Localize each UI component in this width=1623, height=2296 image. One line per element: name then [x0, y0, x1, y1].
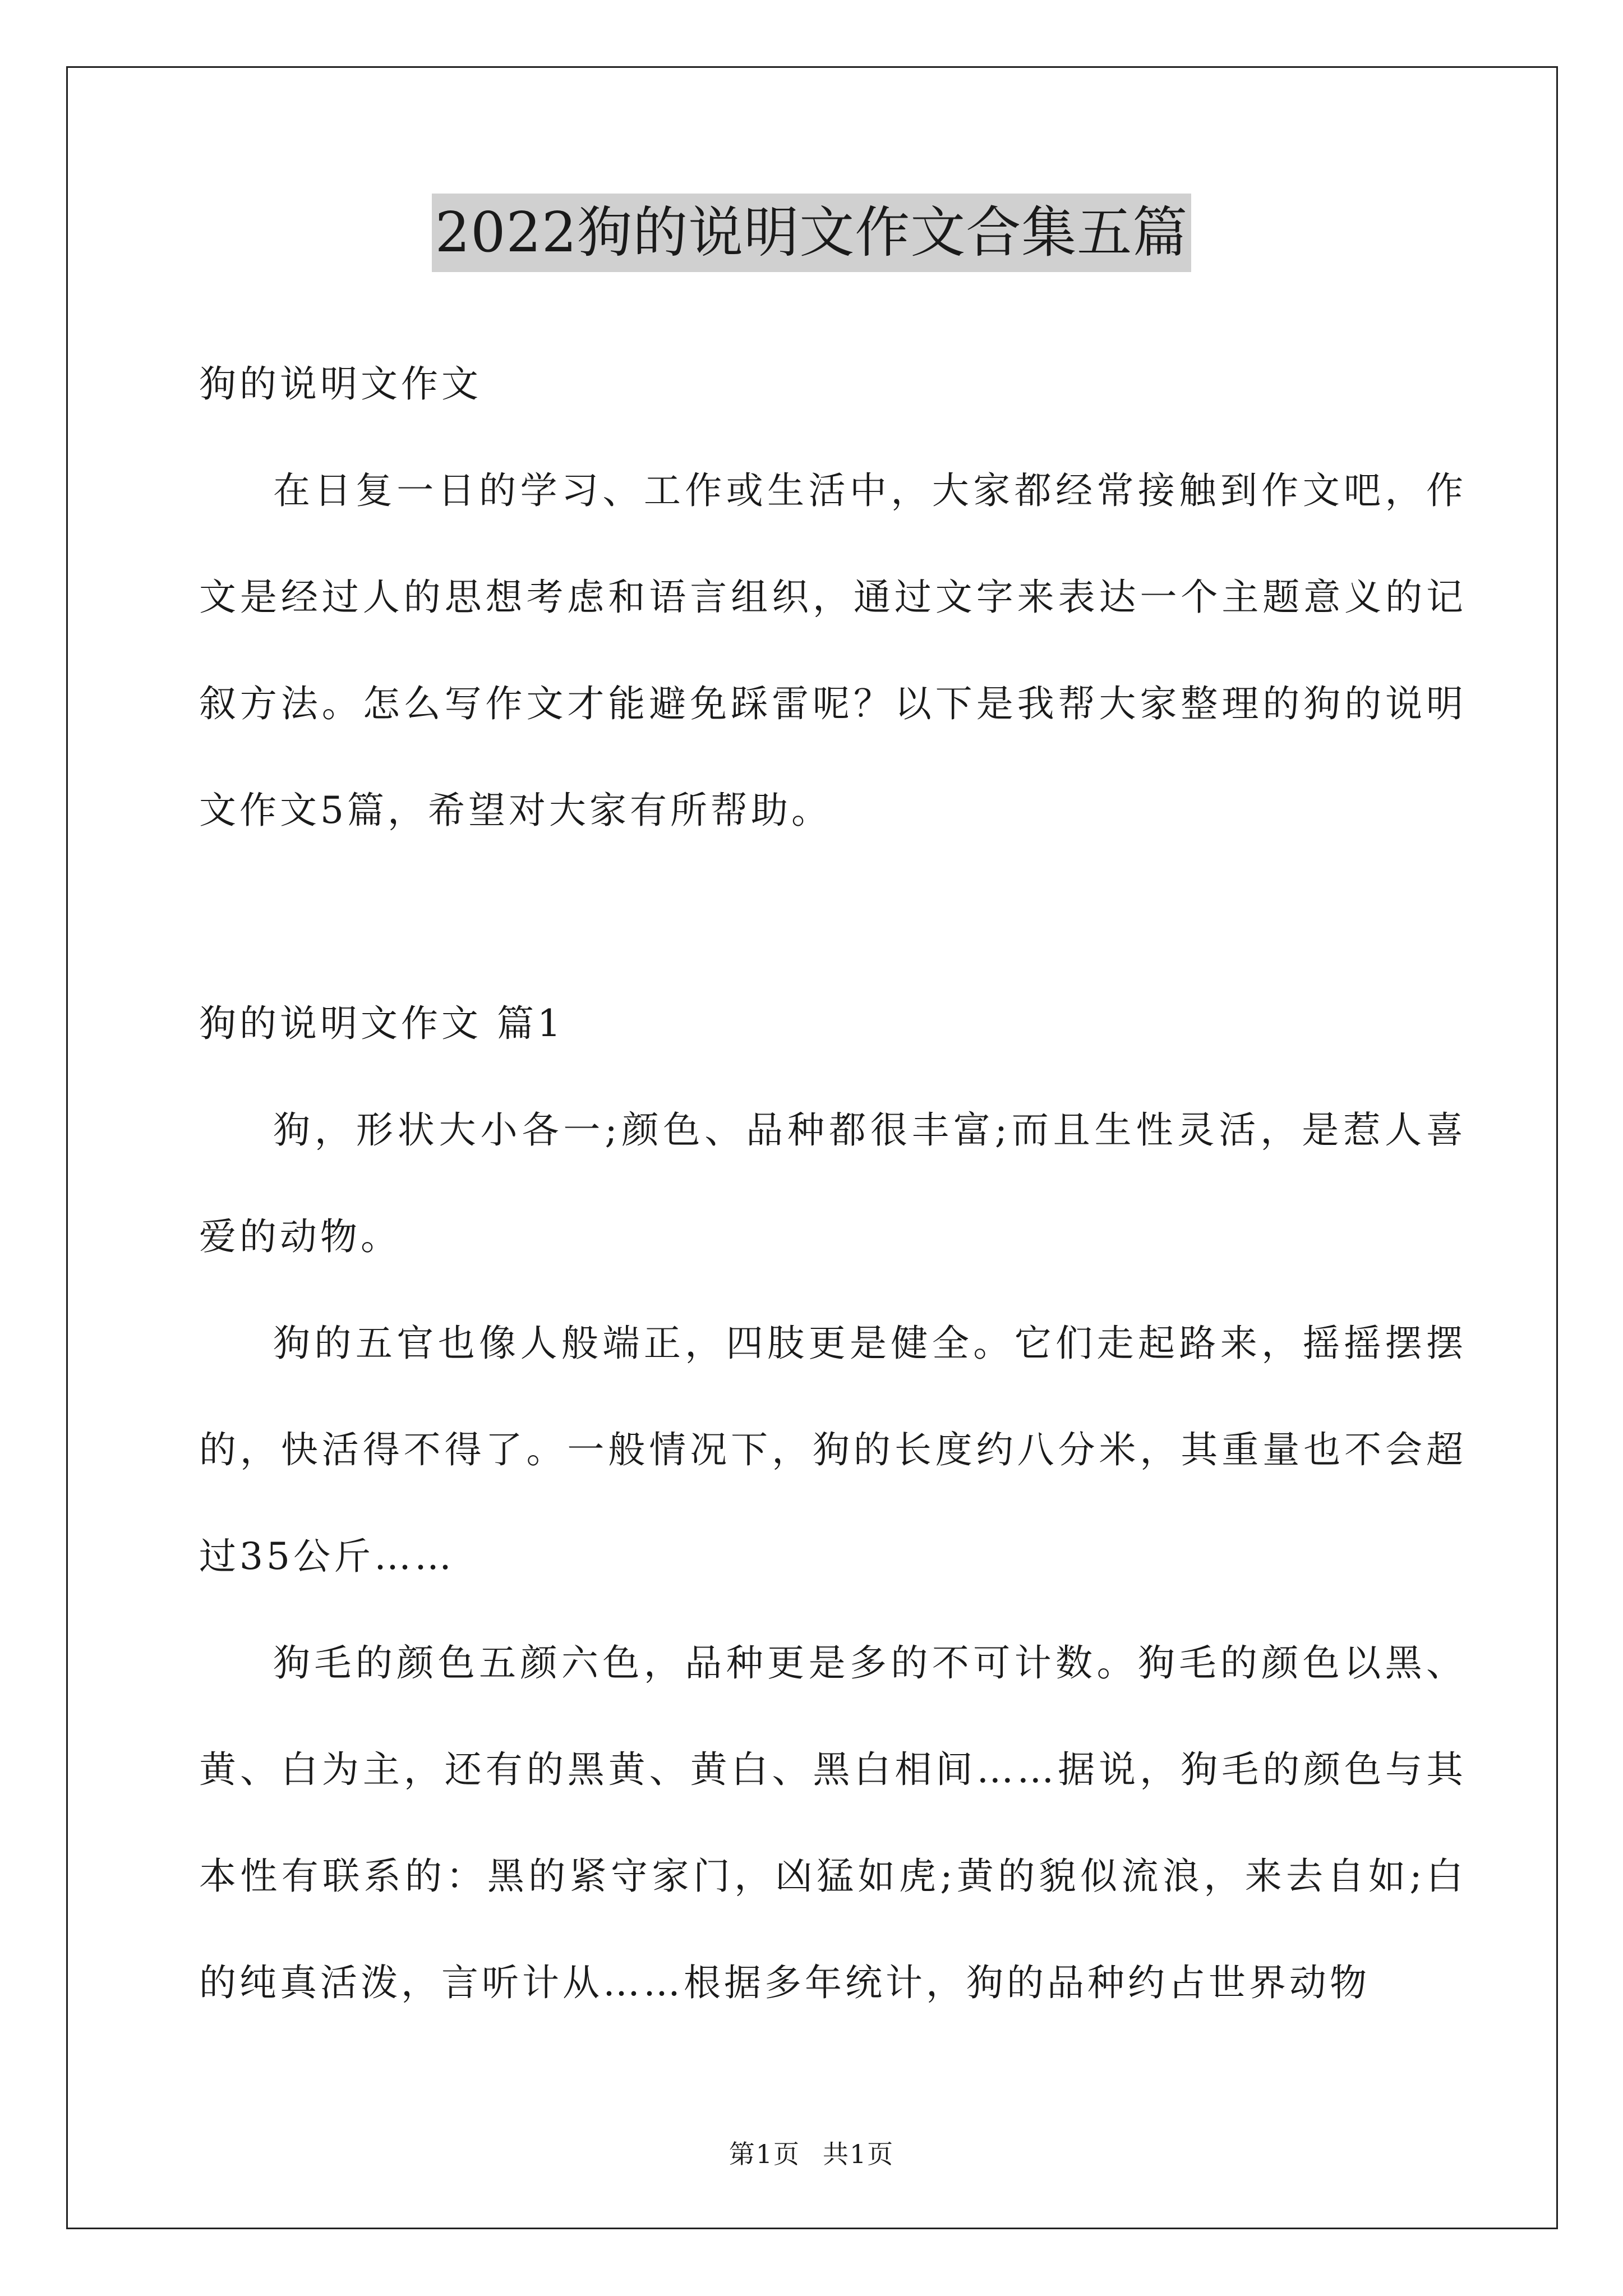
- page-footer: [0, 2137, 1623, 2171]
- page-number-total: 共1页: [823, 2139, 895, 2169]
- title-container: [0, 194, 1623, 272]
- page-number-current: 第1页: [728, 2139, 800, 2169]
- document-body: [199, 331, 1467, 2036]
- section1-paragraph-1: 狗，形状大小各一;颜色、品种都很丰富;而且生性灵活，是惹人喜爱的动物。: [199, 1108, 1467, 1258]
- section-spacer: [199, 864, 1467, 970]
- intro-heading: 狗的说明文作文: [199, 362, 482, 406]
- section1-paragraph-2: 狗的五官也像人般端正，四肢更是健全。它们走起路来，摇摇摆摆的，快活得不得了。一般情况下，狗的长度约八分米，其重量也不会超过35公斤……: [199, 1322, 1467, 1578]
- section1-heading: 狗的说明文作文 篇1: [199, 1002, 564, 1045]
- intro-paragraph: 在日复一日的学习、工作或生活中，大家都经常接触到作文吧，作文是经过人的思想考虑和语言组织，通过文字来表达一个主题意义的记叙方法。怎么写作文才能避免踩雷呢？以下是我帮大家整理的狗的说明文作文5篇，希望对大家有所帮助。: [199, 469, 1467, 832]
- document-title: 2022狗的说明文作文合集五篇: [432, 194, 1191, 272]
- section1-paragraph-3: 狗毛的颜色五颜六色，品种更是多的不可计数。狗毛的颜色以黑、黄、白为主，还有的黑黄、黄白、黑白相间……据说，狗毛的颜色与其本性有联系的：黑的紧守家门，凶猛如虎;黄的貌似流浪，来去自如;白的纯真活泼，言听计从……根据多年统计，狗的品种约占世界动物: [199, 1641, 1467, 2004]
